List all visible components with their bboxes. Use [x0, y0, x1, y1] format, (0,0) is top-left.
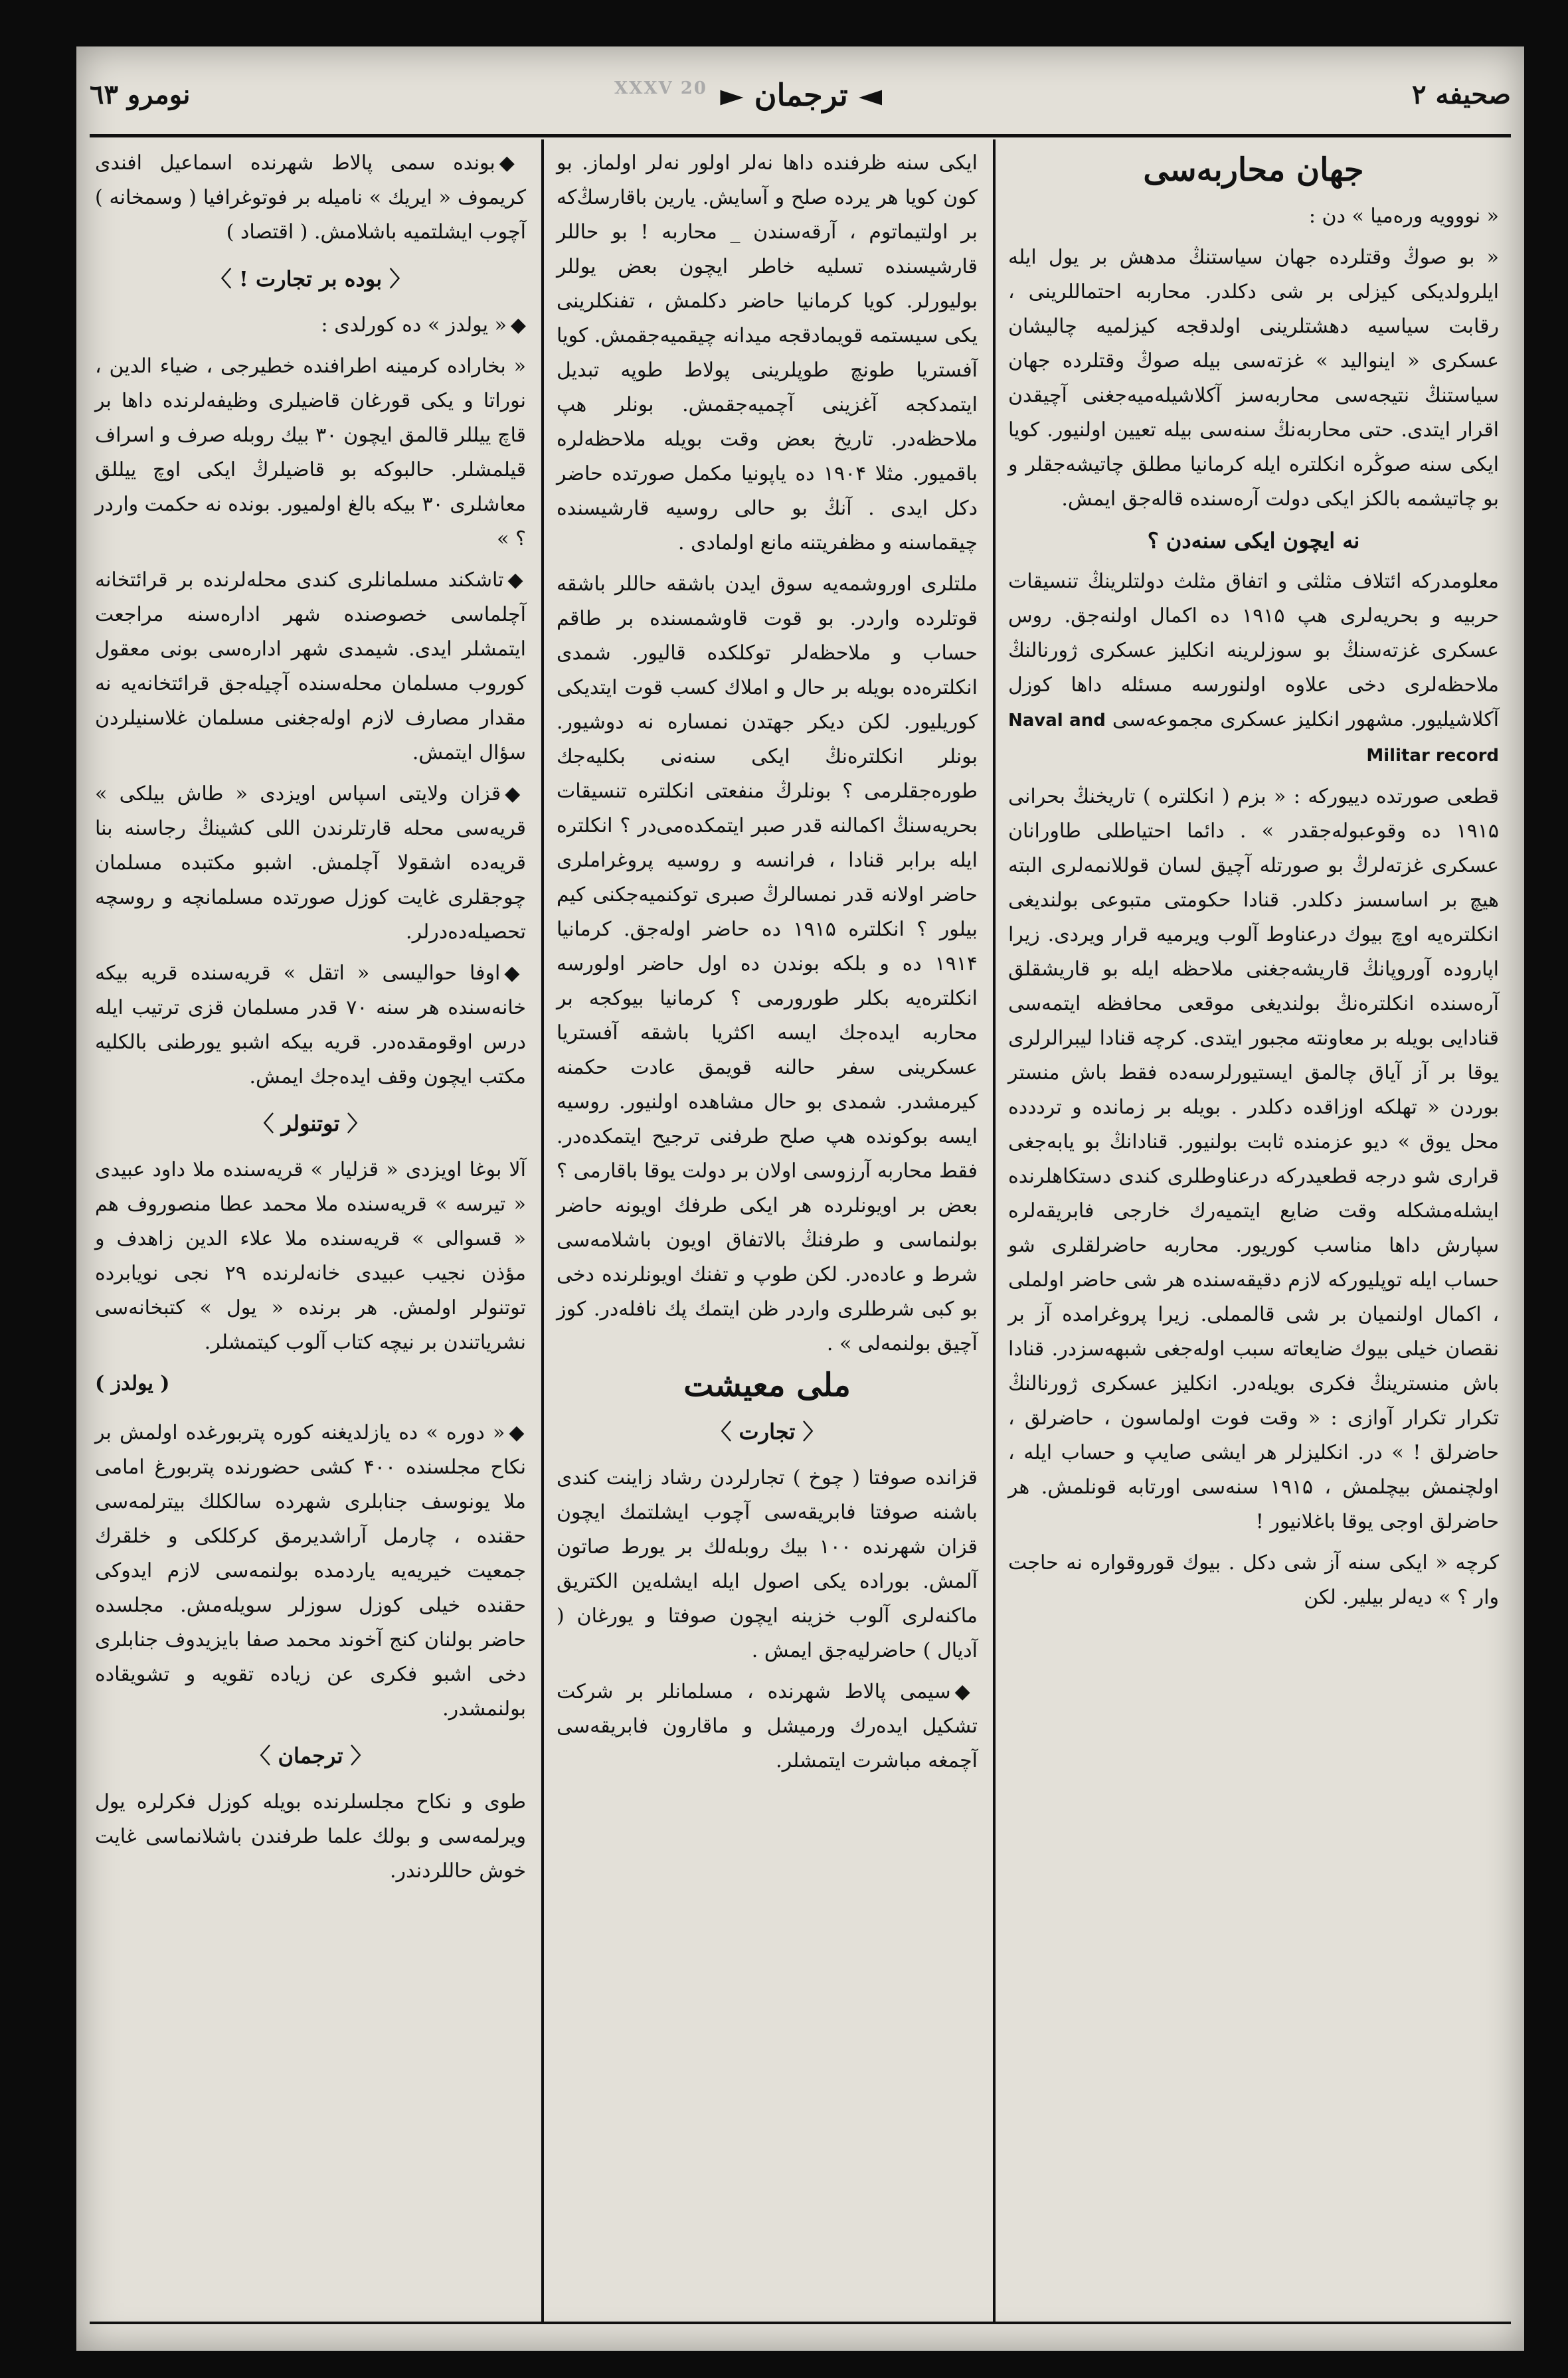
footer-rule	[90, 2322, 1511, 2324]
paragraph	[1008, 564, 1499, 773]
page-number-label: صحیفه ۲	[1412, 79, 1511, 110]
diamond-bullet-icon: ◆	[504, 962, 526, 985]
section-subhead: 〈 بوده بر تجارت ! 〉	[95, 262, 526, 296]
paragraph: آلا بوغا اویزدی « قزلیار » قریه‌سنده ملا داود عبیدی « تیرسه » قریه‌سنده ملا محمد عطا منصوروف هم « قسوالی » قریه‌سنده ملا علاء الدین زاهدف و مؤذن نجیب عبیدی خانه‌لرنده ۲۹ نجی نویابرده توتنولر اولمش. هر برنده « یول » کتبخانه‌سی نشریاتندن بر نیچه کتاب آلوب کیتمشلر.	[95, 1158, 526, 1354]
paragraph: طوی و نکاح مجلسلرنده بویله کوزل فکرلره یول ویرلمه‌سی و بولك علما طرفندن باشلانماسی غایت خوش حاللردندر.	[95, 1790, 526, 1883]
column-divider-right	[993, 139, 996, 2322]
diamond-bullet-icon: ◆	[505, 782, 526, 806]
paragraph: کرچه « ایکی سنه آز شی دکل . بیوك قوروقواره نه حاجت وار ؟ » دیه‌لر بیلیر. لکن	[1008, 1551, 1499, 1609]
paragraph-text: « یولدز » ده کورلدی :	[321, 313, 507, 337]
header-rule	[90, 134, 1511, 137]
paragraph-text: بونده سمی پالاط شهرنده اسماعیل افندی کریموف « ایریك » نامیله بر فوتوغرافیا ( وسمخانه ) آچوب ایشلتمیه باشلامش. ( اقتصاد )	[95, 151, 526, 244]
diamond-bullet-icon: ◆	[507, 568, 527, 592]
paragraph	[557, 1675, 978, 1778]
paragraph: قزانده صوفتا ( چوخ ) تجارلردن رشاد زاینت کندی باشنه صوفتا فابریقه‌سی آچوب ایشلتمك ایچون قزان شهرنده ۱۰۰ بیك روبله‌لك بر یورط صاتون آلمش. بوراده یکی اصول ایله ایشله‌ین الکتریق ماکنه‌لری آلوب خزینه ایچون صوفتا و یورغان ( آدیال ) حاضرلیه‌جق ایمش .	[557, 1466, 978, 1662]
paragraph	[95, 563, 526, 770]
faint-bleedthrough-strip: XXXV 20	[614, 78, 707, 98]
paragraph	[95, 956, 526, 1094]
page-header	[90, 60, 1511, 129]
paragraph-text: قزان ولایتی اسپاس اویزدی « طاش بیلکی » قریه‌سی محله قارتلرندن اللی کشینڭ رجاسنه بنا قریه‌ده اشقولا آچلمش. اشبو مکتبده مسلمان چوجقلری غایت کوزل صورتده مسلمانچه و روسچه تحصیله‌ده‌درلر.	[95, 782, 526, 944]
paragraph	[95, 146, 526, 250]
section-subhead: 〈 توتنولر 〉	[95, 1106, 526, 1141]
newspaper-page	[76, 46, 1524, 2351]
paragraph-text: تاشکند مسلمانلری کندی محله‌لرنده بر قرائتخانه آچلماسی خصوصنده شهر اداره‌سنه مراجعت ایتمشلر ایدی. شیمدی شهر اداره‌سی بونی معقول کوروب مسلمان محله‌سنده آچیله‌جق قرائتخانه‌یه نه مقدار مصارف لازم اوله‌جغنی مسلمان غلاسنیلردن سؤال ایتمش.	[95, 568, 526, 764]
section-subhead: 〈 ترجمان 〉	[95, 1739, 526, 1773]
paragraph: « بو صوڭ وقتلرده جهان سیاستنڭ مدهش بر یول ایله ایلرولدیکی کیزلی بر شی دکلدر. محاربه احتماللرینی ، رقابت سیاسیه دهشتلرینی اولدقجه کیزلمیه چالیشان عسکری « اینوالید » غزته‌سی بیله صوڭ وقتلرده جهان سیاستنڭ نتیجه‌سی محاربه‌سز آکلاشیله‌میه‌جغنی آچیقدن اقرار ایتدی. حتی محاربه‌نڭ سنه‌سی بیله تعیین اولنیور. کویا ایکی سنه صوڭره انکلتره ایله کرمانیا مطلق چاتیشه‌جقلر و بو چاتیشمه بالکز ایکی دولت آره‌سنده قاله‌جق ایمش.	[1008, 246, 1499, 511]
paragraph: ملتلری اوروشمه‌یه سوق ایدن باشقه حاللر باشقه قوتلرده واردر. بو قوت قاوشمسنده بر طاقم حساب و ملاحظه‌لر توکلکده قالیور. شمدی انکلتره‌ده بویله بر حال و املاك کسب قوت ایتدیکی کوریلیور. لکن دیکر جهتدن نمساره نه دوشیور. بونلر انکلتره‌نڭ ایکی سنه‌نی بکلیه‌جك طوره‌جقلرمی ؟ بونلرڭ منفعتی انکلتره تنسیقات بحریه‌سنڭ اکمالنه قدر صبر ایتمکده‌می‌در ؟ انکلتره ایله برابر قنادا ، فرانسه و روسیه پروغراملری حاضر اولانه قدر نمسالرڭ صبری توکنمیه‌جکنی کیم بیلور ؟ انکلتره ۱۹۱۵ ده حاضر اوله‌جق. کرمانیا ۱۹۱۴ ده و بلکه بوندن ده اول حاضر اولورسه انکلتره‌یه بکلر طورورمی ؟ کرمانیا بیوکجه بر محاربه ایده‌جك ایسه اکثریا باشقه آفستریا عسکرینی سفر حالنه قویمق عادت حکمنه کیرمشدر. شمدی بو حال مشاهده اولنیور. روسیه ایسه بوکونده هپ صلح طرفنی ترجیح ایتمکده‌در. فقط محاربه آرزوسی اولان بر دولت یوقا باقارمی ؟ بعض بر اویونلرده هر ایکی طرفك اویونه حاضر بولنماسی و طرفنڭ بالاتفاق اویون باشلامه‌سی شرط و عاده‌در. لکن طوپ و تفنك اویونلرنده دخی بو کبی شرطلری واردر ظن ایتمك پك نافله‌در. کوز آچیق بولنمه‌لی » .	[557, 572, 978, 1355]
diamond-bullet-icon: ◆	[499, 151, 526, 175]
paragraph	[95, 777, 526, 950]
paragraph: ایکی سنه ظرفنده داها نه‌لر اولور نه‌لر اولماز. بو کون کویا هر یرده صلح و آسایش. یارین باقارسڭ‌که بر اولتیماتوم ، آرقه‌سندن _ محاربه ! بو حاللر قارشیسنده تسلیه خاطر ایچون بعض یوللر بولیورلر. کویا کرمانیا حاضر دکلمش ، تفنکلرینی یکی سیستمه قویمادقجه میدانه چیقمیه‌جقمش. کویا آفستریا طونچ طوپلرینی پولاط طوپه تبدیل ایتمدکجه آغزینی آچمیه‌جقمش. بونلر هپ ملاحظه‌در. تاریخ بعض وقت بویله ملاحظه‌لره باقمیور. مثلا ۱۹۰۴ ده یاپونیا مکمل صورتده حاضر دکل ایدی . آنڭ بو حالی روسیه قارشیسنده چیقماسنه و مظفریتنه مانع اولمادی .	[557, 151, 978, 554]
source-signature: ( یولدز )	[95, 1372, 170, 1395]
paragraph-text: اوفا حوالیسی « اتقل » قریه‌سنده قریه بیکه خانه‌سنده هر سنه ۷۰ قدر مسلمان قزی ترتیب ایله درس اوقومقده‌در. قریه بیکه اشبو یورطنی بالکلیه مکتب ایچون وقف ایده‌جك ایمش.	[95, 962, 527, 1088]
paragraph	[95, 308, 526, 343]
article-title-world-war: جهان محاربه‌سی	[1143, 151, 1364, 189]
source-line: « نووویه وره‌میا » دن :	[1308, 205, 1499, 228]
diamond-bullet-icon: ◆	[510, 313, 526, 337]
column-divider-left	[541, 139, 544, 2322]
paragraph: « بخاراده کرمینه اطرافنده خطیرجی ، ضیاء الدین ، نوراتا و یکی قورغان قاضیلری وظیفه‌لرنده داها بر قاچ ییللر قالمق ایچون ۳۰ بیك روبله صرف و اسراف قیلمشلر. حالبوکه بو قاضیلرڭ ایکی اوچ ییللق معاشلری ۳۰ بیکه بالغ اولمیور. بونده نه حکمت واردر ؟ »	[94, 355, 527, 551]
section-subhead-trade: 〈 تجارت 〉	[557, 1414, 978, 1449]
issue-number-label: نومرو ٦٣	[90, 79, 191, 110]
paragraph-text: معلومدرکه ائتلاف مثلثی و اتفاق مثلث دولتلرینڭ تنسیقات حربیه و بحریه‌لری هپ ۱۹۱۵ ده اکمال اولنه‌جق. روس عسکری غزته‌سنڭ بو سوزلرینه انکلیز عسکری ژورنالنڭ ملاحظه‌لری دخی علاوه اولنورسه مسئله داها کوزل آکلاشیلیور. مشهور انکلیز عسکری مجموعه‌سی	[1008, 570, 1499, 731]
diamond-bullet-icon: ◆	[509, 1421, 526, 1444]
paragraph-text: « دوره » ده یازلدیغنه کوره پتربورغده اولمش بر نکاح مجلسنده ۴۰۰ کشی حضورنده پتربورغ امامی ملا یونوسف جنابلری شهرده سالکلك بیترلمه‌سی حقنده ، چارمل آراشدیرمق کرکلکی و خلقرك جمعیت خیریه‌یه یاردمده بولنمه‌سی لازم ایدوکی حقنده خیلی کوزل سوزلر سویله‌مش. مجلسده حاضر بولنان کنج آخوند محمد صفا بایزیدوف جنابلری دخی اشبو فکری عن زیاده تقویه و تشویقاده بولنمشدر.	[95, 1421, 526, 1721]
paragraph	[95, 1416, 526, 1727]
column-middle	[545, 146, 990, 2318]
diamond-bullet-icon: ◆	[954, 1680, 978, 1703]
column-right	[996, 146, 1511, 2318]
latin-journal-name: Naval and Militar record	[1008, 711, 1499, 766]
column-left	[83, 146, 538, 2318]
question-line: نه ایچون ایکی سنه‌دن ؟	[1147, 528, 1360, 553]
article-title-national-economy: ملی معیشت	[683, 1367, 851, 1404]
paragraph: قطعی صورتده دییورکه : « بزم ( انکلتره ) تاریخنڭ بحرانی ۱۹۱۵ ده وقوعبوله‌جقدر » . دائما احتیاطلی طاورانان عسکری غزته‌لرڭ بو صورتله آچیق لسان قوللانمه‌لری البته هیچ بر اساسسز دکلدر. قنادا حکومتی متبوعی بولندیغی انکلتره‌یه اوچ بیوك درعناوط آلوب ویرمیه قرار ویردی. زیرا اپاروده آوروپانڭ قاریشه‌جغنی ملاحظه ایله بو قاریشقلق آره‌سنده انکلتره‌نڭ بولندیغی موقعی محافظه ایتمه‌سی قنادایی بویله بر معاونته مجبور ایتدی. کرچه قنادا لیبرالرلری یوقا بر آز آیاق چالمق ایستیورلرسه‌ده فقط باش منستر بوردن « تهلکه اوزاقده دکلدر . بویله بر زمانده و ترددده محل یوق » دیو عزمنده ثابت بولنیور. قنادانڭ بو یابه‌جغی قراری شو درجه قطعیدرکه درعناوطلری کندی دستکاهلرنده ایشله‌مشکله وقت ضایع ایتمیه‌رك خارجی فابریقه‌لره سپارش داها مناسب کوریور. محاربه حاضرلقلری شو حساب ایله توپلیورکه لازم دقیقه‌سنده هر شی حاضر اولملی ، اکمال او‌لنمیان بر شی قالمملی. زیرا پروغرامده آز بر نقصان خیلی بیوك ضایعاته سبب اوله‌جغی شبهه‌سزدر. قنادا باش منسترینڭ فکری بویله‌در. انکلیز عسکری ژورنالنڭ تکرار تکرار آوازی : « وقت فوت اولماسون ، حاضرلق ، حاضرلق ! » در. انکلیزلر هر ایشی صایپ و حساب ایله ، اولچنمش بیچلمش ، ۱۹۱۵ سنه‌سی اورتابه قونلمش. هر حاضرلق اوجی یوقا باغلانیور !	[1008, 785, 1499, 1533]
paragraph-text: سیمی پالاط شهرنده ، مسلمانلر بر شرکت تشکیل ایده‌رك ورمیشل و ماقارون فابریقه‌سی آچمغه مباشرت ایتمشلر.	[557, 1680, 978, 1772]
newspaper-title: ◄ ترجمان ►	[720, 77, 882, 113]
